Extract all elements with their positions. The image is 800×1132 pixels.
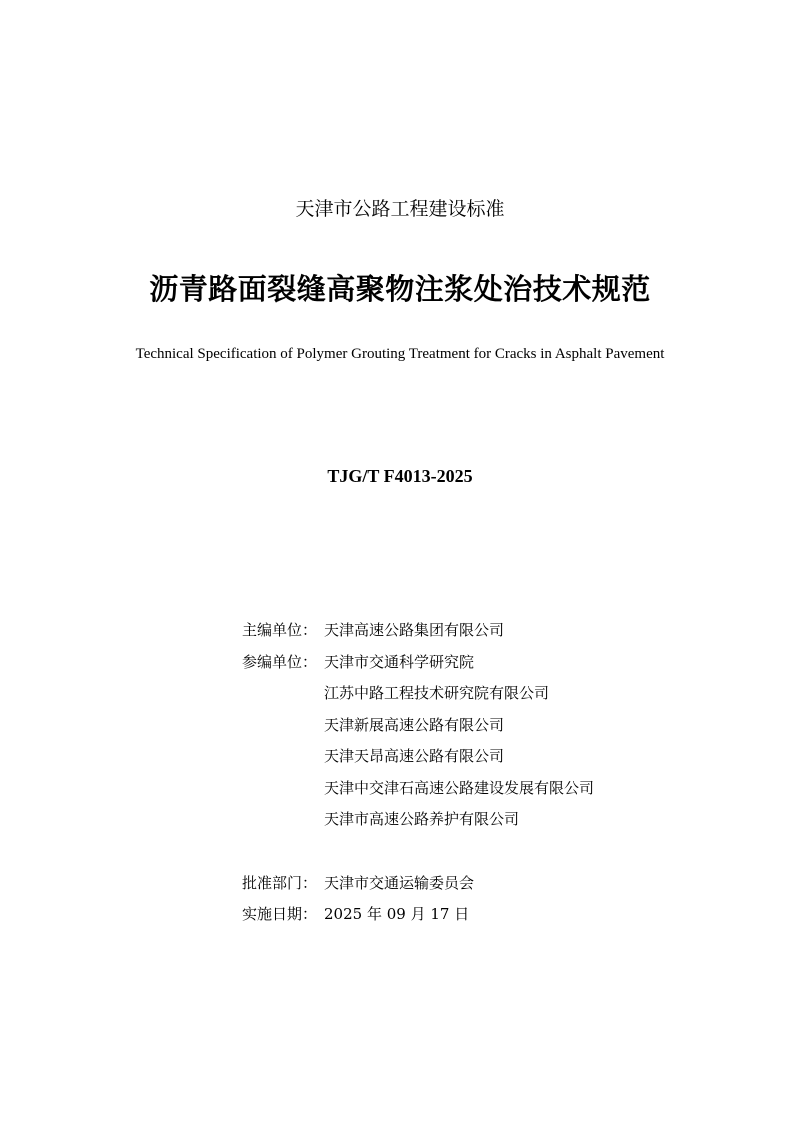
participant-row [242, 775, 692, 807]
effective-date-label: 实施日期： [242, 905, 318, 923]
participant-row [242, 712, 692, 744]
participant-item: 天津中交津石高速公路建设发展有限公司 [324, 778, 595, 797]
participants-label: 参编单位： [242, 652, 318, 671]
participant-row [242, 806, 692, 838]
participant-item: 天津天昂高速公路有限公司 [324, 747, 505, 765]
participant-row [242, 743, 692, 775]
participant-item: 天津市交通科学研究院 [324, 652, 475, 671]
spacer [242, 806, 324, 838]
organization-info [242, 617, 692, 933]
standard-code: TJG/T F4013-2025 [327, 466, 473, 486]
approval-row [242, 870, 692, 902]
approval-label: 批准部门： [242, 873, 318, 892]
spacer [242, 743, 324, 775]
spacer [242, 775, 324, 807]
section-gap [242, 838, 692, 870]
standard-series-title: 天津市公路工程建设标准 [295, 198, 505, 220]
participant-row [242, 680, 692, 712]
effective-date-value: 2025 年 09 月 17 日 [324, 905, 470, 923]
participant-row [242, 649, 692, 681]
spacer [242, 712, 324, 744]
participant-item: 天津市高速公路养护有限公司 [324, 810, 520, 828]
effective-date-row [242, 901, 692, 933]
editor-label: 主编单位： [242, 621, 318, 639]
participant-item: 江苏中路工程技术研究院有限公司 [324, 684, 550, 702]
document-title-chinese: 沥青路面裂缝高聚物注浆处治技术规范 [149, 272, 651, 306]
participant-item: 天津新展高速公路有限公司 [324, 715, 505, 734]
editor-row [242, 617, 692, 649]
spacer [242, 680, 324, 712]
editor-value: 天津高速公路集团有限公司 [324, 621, 505, 639]
document-title-english: Technical Specification of Polymer Grouting Treatment for Cracks in Asphalt Pavement [135, 346, 665, 362]
approval-value: 天津市交通运输委员会 [324, 873, 475, 892]
